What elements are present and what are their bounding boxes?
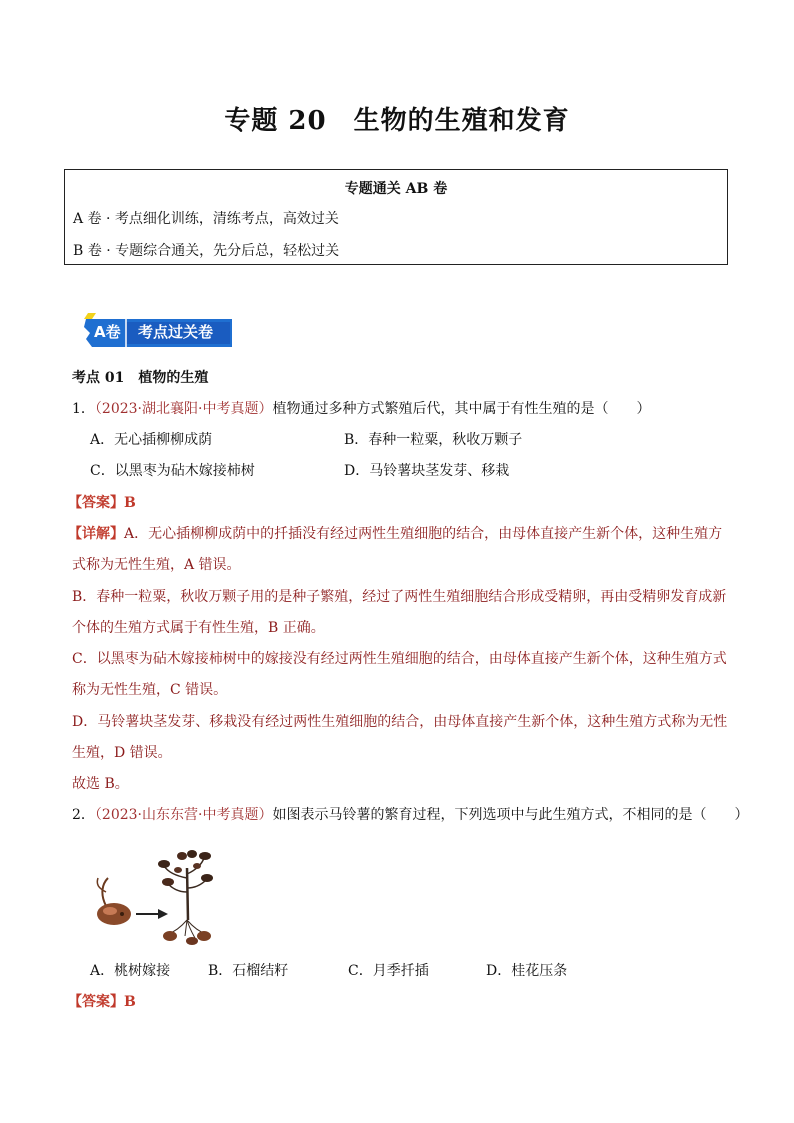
question-number: 2． <box>72 807 95 823</box>
q2-option-a: A．桃树嫁接 <box>90 963 171 979</box>
q1-detail-line-4: 个体的生殖方式属于有性生殖，B 正确。 <box>72 620 325 636</box>
intro-box-line-b: B 卷 · 专题综合通关，先分后总，轻松过关 <box>73 243 340 259</box>
q1-detail-line-5: C．以黑枣为砧木嫁接柿树中的嫁接没有经过两性生殖细胞的结合，由母体直接产生新个体，这种生殖方式 <box>72 651 727 667</box>
intro-box-line-a: A 卷 · 考点细化训练，清练考点，高效过关 <box>73 211 339 227</box>
q1-answer <box>68 492 136 512</box>
section-banner <box>82 313 234 347</box>
question-source: （2023·山东东营·中考真题） <box>94 807 273 823</box>
q1-detail-line-6: 称为无性生殖，C 错误。 <box>72 682 228 698</box>
detail-label: 【详解】 <box>68 526 124 542</box>
question-2-stem <box>72 804 748 824</box>
question-number: 1． <box>72 401 95 417</box>
intro-box <box>64 169 728 265</box>
q1-detail-line-1 <box>68 523 722 543</box>
answer-value: B <box>124 495 136 511</box>
banner-label: 考点过关卷 <box>138 323 214 341</box>
potato-propagation-figure <box>84 848 226 948</box>
page-title: 专题 20 生物的生殖和发育 <box>224 106 570 136</box>
q2-option-c: C．月季扦插 <box>348 963 429 979</box>
question-text: 如图表示马铃薯的繁育过程，下列选项中与此生殖方式，不相同的是（ ） <box>272 807 749 823</box>
detail-text: A．无心插柳柳成荫中的扦插没有经过两性生殖细胞的结合，由母体直接产生新个体，这种生殖方 <box>124 526 723 542</box>
q1-detail-line-3: B．春种一粒粟，秋收万颗子用的是种子繁殖，经过了两性生殖细胞结合形成受精卵，再由受精卵发育成新 <box>72 589 727 605</box>
question-text: 植物通过多种方式繁殖后代，其中属于有性生殖的是（ ） <box>272 401 651 417</box>
answer-label: 【答案】 <box>68 495 124 511</box>
q1-conclusion: 故选 B。 <box>72 776 129 792</box>
answer-value: B <box>124 994 136 1010</box>
q1-option-b: B．春种一粒粟，秋收万颗子 <box>344 432 523 448</box>
q1-detail-line-8: 生殖，D 错误。 <box>72 745 172 761</box>
q2-option-d: D．桂花压条 <box>486 963 568 979</box>
q1-detail-line-2: 式称为无性生殖，A 错误。 <box>72 557 241 573</box>
question-1-stem <box>72 398 650 418</box>
q1-option-d: D．马铃薯块茎发芽、移栽 <box>344 463 510 479</box>
q1-option-a: A．无心插柳柳成荫 <box>90 432 213 448</box>
question-source: （2023·湖北襄阳·中考真题） <box>94 401 273 417</box>
intro-box-heading: 专题通关 AB 卷 <box>344 181 448 197</box>
q2-answer <box>68 991 136 1011</box>
q1-option-c: C．以黑枣为砧木嫁接柿树 <box>90 463 255 479</box>
q2-option-b: B．石榴结籽 <box>208 963 289 979</box>
banner-part: A卷 <box>94 323 121 341</box>
q1-detail-line-7: D．马铃薯块茎发芽、移栽没有经过两性生殖细胞的结合，由母体直接产生新个体，这种生殖方式称为无性 <box>72 714 728 730</box>
section-title: 考点 01 植物的生殖 <box>72 370 209 386</box>
answer-label: 【答案】 <box>68 994 124 1010</box>
